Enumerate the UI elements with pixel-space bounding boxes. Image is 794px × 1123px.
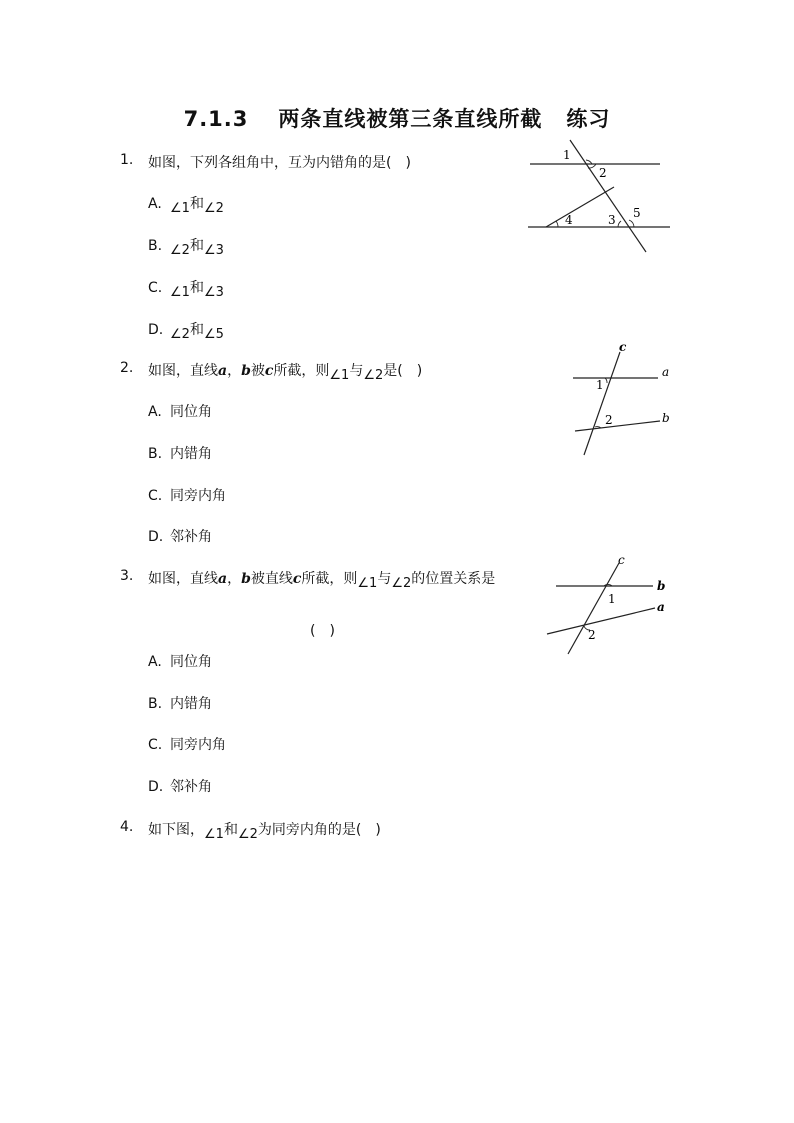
option-3b: B. 内错角	[148, 696, 212, 712]
option-2d: D. 邻补角	[148, 529, 212, 545]
line-b	[575, 421, 660, 431]
question-number: 1.	[120, 152, 134, 168]
option-3a: A. 同位角	[148, 654, 212, 670]
answer-paren: ( )	[355, 822, 381, 838]
figure-2	[565, 338, 680, 460]
line-c	[584, 352, 620, 455]
angle-arc-5	[629, 220, 634, 227]
figure-label: c	[619, 340, 627, 354]
figure-label: 1	[563, 148, 571, 162]
question-stem: 如图，下列各组角中，互为内错角的是( )	[148, 155, 411, 171]
figure-label: 3	[608, 213, 616, 227]
title-text: 两条直线被第三条直线所截	[278, 107, 543, 131]
figure-label: 2	[599, 166, 607, 180]
figure-label: 1	[596, 378, 604, 392]
answer-paren: ( )	[386, 155, 411, 171]
page-title	[0, 103, 794, 133]
option-1c: C. ∠1和∠3	[148, 280, 224, 300]
title-part: 练习	[566, 107, 611, 131]
answer-paren-3: ( )	[310, 623, 335, 639]
figure-label: 1	[608, 592, 616, 606]
figure-label: b	[657, 579, 666, 593]
question-number: 4.	[120, 819, 134, 835]
option-1d: D. ∠2和∠5	[148, 322, 224, 342]
option-1a: A. ∠1和∠2	[148, 196, 224, 216]
figure-label: a	[662, 365, 670, 379]
figure-label: c	[618, 553, 625, 567]
figure-label: a	[657, 600, 665, 614]
transversal-steep	[570, 140, 646, 252]
figure-label: b	[662, 411, 670, 425]
figure-label: 2	[588, 628, 596, 642]
question-stem: 如图，直线a，b被c所截，则∠1与∠2是( )	[148, 363, 423, 383]
line-a	[547, 608, 655, 634]
option-2b: B. 内错角	[148, 446, 212, 462]
figure-3	[540, 553, 675, 658]
angle-arc-3	[618, 221, 621, 227]
section-number: 7.1.3	[183, 107, 249, 131]
figure-label: 5	[633, 206, 641, 220]
angle-arc-1	[605, 378, 607, 383]
figure-label: 4	[565, 213, 573, 227]
angle-arc-4	[556, 221, 558, 227]
question-number: 3.	[120, 568, 134, 584]
option-2a: A. 同位角	[148, 404, 212, 420]
option-2c: C. 同旁内角	[148, 488, 226, 504]
option-3c: C. 同旁内角	[148, 737, 226, 753]
answer-paren: ( )	[397, 363, 423, 379]
question-stem: 如图，直线a，b被直线c所截，则∠1与∠2的位置关系是	[148, 571, 496, 591]
figure-1	[520, 135, 680, 260]
angle-arc-1	[586, 160, 592, 164]
option-3d: D. 邻补角	[148, 779, 212, 795]
figure-label: 2	[605, 413, 613, 427]
option-1b: B. ∠2和∠3	[148, 238, 224, 258]
question-stem: 如下图，∠1和∠2为同旁内角的是( )	[148, 822, 381, 842]
question-number: 2.	[120, 360, 134, 376]
